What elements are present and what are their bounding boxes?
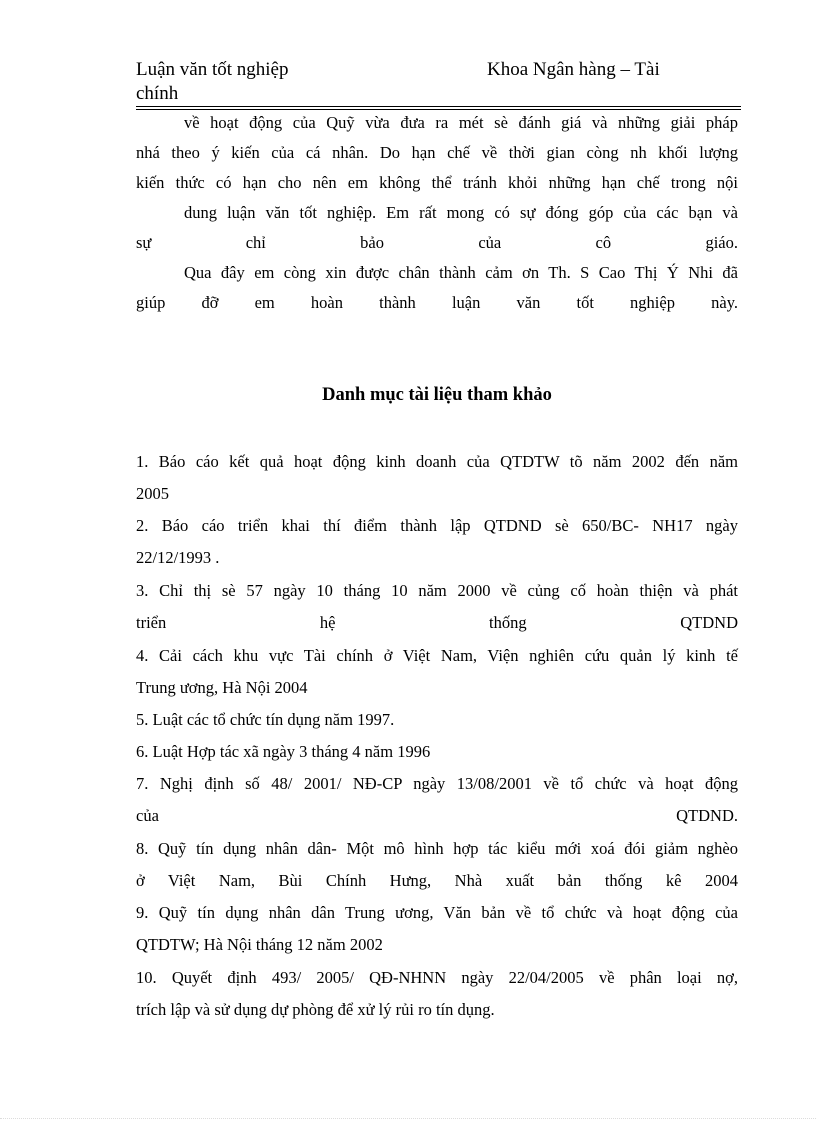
reference-line: trích lập và sử dụng dự phòng để xử lý rủi ro tín dụng.: [136, 1000, 495, 1019]
reference-line: của QTDND.: [136, 806, 738, 825]
reference-line: 2005: [136, 484, 169, 503]
intro-line: dung luận văn tốt nghiệp. Em rất mong có sự đóng góp của các bạn và: [184, 203, 738, 222]
reference-line: 7. Nghị định số 48/ 2001/ NĐ-CP ngày 13/08/2001 về tổ chức và hoạt động: [136, 774, 738, 793]
reference-line: 2. Báo cáo triển khai thí điểm thành lập QTDND sè 650/BC- NH17 ngày: [136, 516, 738, 535]
reference-line: QTDTW; Hà Nội tháng 12 năm 2002: [136, 935, 383, 954]
page-bottom-rule: [0, 1118, 816, 1119]
references-title: Danh mục tài liệu tham khảo: [322, 385, 552, 405]
reference-line: 5. Luật các tổ chức tín dụng năm 1997.: [136, 710, 395, 729]
reference-line: 6. Luật Hợp tác xã ngày 3 tháng 4 năm 1996: [136, 742, 431, 761]
header-rule-thick: [136, 106, 741, 107]
intro-line: sự chỉ bảo của cô giáo.: [136, 233, 738, 252]
reference-line: triển hệ thống QTDND: [136, 613, 738, 632]
intro-line: về hoạt động của Quỹ vừa đưa ra mét sè đánh giá và những giải pháp: [184, 113, 738, 132]
intro-line: Qua đây em còng xin được chân thành cảm ơn Th. S Cao Thị Ý Nhi đã: [184, 263, 738, 282]
reference-line: 10. Quyết định 493/ 2005/ QĐ-NHNN ngày 22/04/2005 về phân loại nợ,: [136, 968, 738, 987]
reference-line: 3. Chỉ thị sè 57 ngày 10 tháng 10 năm 2000 về củng cố hoàn thiện và phát: [136, 581, 738, 600]
reference-line: 8. Quỹ tín dụng nhân dân- Một mô hình hợp tác kiểu mới xoá đói giảm nghèo: [136, 839, 738, 858]
reference-line: 9. Quỹ tín dụng nhân dân Trung ương, Văn bản về tổ chức và hoạt động của: [136, 903, 738, 922]
intro-line: nhá theo ý kiến của cá nhân. Do hạn chế về thời gian còng nh khối lượng: [136, 143, 738, 162]
reference-line: 1. Báo cáo kết quả hoạt động kinh doanh của QTDTW tõ năm 2002 đến năm: [136, 452, 738, 471]
reference-line: 4. Cải cách khu vực Tài chính ở Việt Nam, Viện nghiên cứu quản lý kinh tế: [136, 646, 738, 665]
reference-line: Trung ương, Hà Nội 2004: [136, 678, 308, 697]
header-right: Khoa Ngân hàng – Tài: [487, 59, 660, 80]
header-left-line2: chính: [136, 83, 179, 104]
header-rule-thin: [136, 109, 741, 110]
reference-line: 22/12/1993 .: [136, 548, 220, 567]
reference-line: ở Việt Nam, Bùi Chính Hưng, Nhà xuất bản thống kê 2004: [136, 871, 738, 890]
header-left-line1: Luận văn tốt nghiệp: [136, 59, 289, 80]
intro-line: kiến thức có hạn cho nên em không thể tránh khỏi những hạn chế trong nội: [136, 173, 738, 192]
intro-line: giúp đỡ em hoàn thành luận văn tốt nghiệp này.: [136, 293, 738, 312]
